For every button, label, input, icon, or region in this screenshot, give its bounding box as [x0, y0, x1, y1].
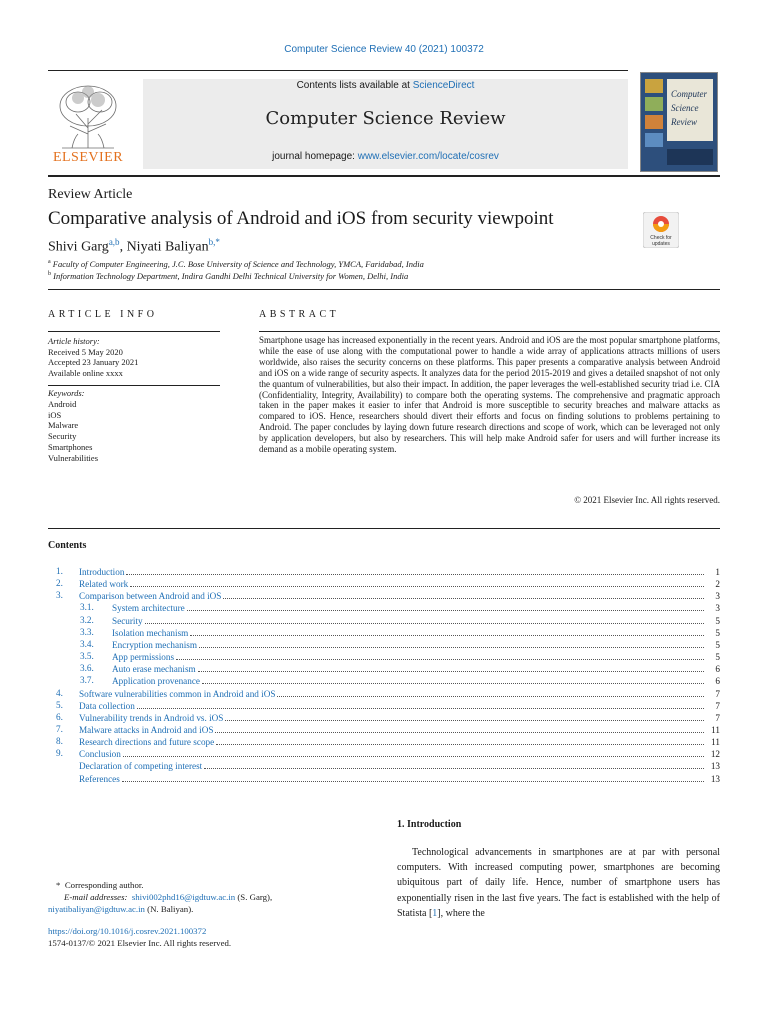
header-divider: [48, 175, 720, 177]
keywords-label: Keywords:: [48, 388, 85, 398]
crossmark-label-1: Check for: [650, 235, 672, 241]
toc-line: [79, 700, 720, 711]
toc-page-number: 12: [710, 749, 720, 760]
accepted-date: Accepted 23 January 2021: [48, 357, 139, 367]
toc-leader-dots: [204, 760, 704, 769]
cover-title-3: Review: [671, 117, 697, 127]
toc-number: 9.: [56, 748, 63, 759]
abstract-divider: [259, 331, 720, 332]
toc-entry[interactable]: [48, 688, 720, 700]
toc-line: [112, 663, 720, 674]
author-affiliation-marker[interactable]: a,b: [108, 237, 120, 247]
toc-line: [79, 566, 720, 577]
toc-title[interactable]: Malware attacks in Android and iOS: [79, 724, 214, 735]
affiliation-text: Information Technology Department, Indira Gandhi Delhi Technical University for Women, Delhi, India: [53, 271, 409, 281]
toc-leader-dots: [199, 639, 704, 648]
toc-title[interactable]: App permissions: [112, 652, 175, 663]
toc-entry[interactable]: [48, 748, 720, 760]
toc-leader-dots: [145, 615, 704, 624]
contents-prefix: Contents lists available at: [296, 80, 413, 91]
toc-leader-dots: [126, 566, 704, 575]
footnote-text: Corresponding author.: [64, 880, 144, 890]
toc-line: [79, 712, 720, 723]
toc-page-number: 5: [715, 639, 720, 650]
toc-title[interactable]: Data collection: [79, 700, 135, 711]
keyword: Smartphones: [48, 441, 93, 452]
history-label: Article history:: [48, 336, 100, 346]
info-divider: [48, 385, 220, 386]
toc-title[interactable]: Vulnerability trends in Android vs. iOS: [79, 712, 224, 723]
toc-entry[interactable]: [48, 602, 720, 614]
toc-page-number: 1: [715, 567, 720, 577]
toc-entry[interactable]: [48, 736, 720, 748]
intro-text-post: ], where the: [437, 907, 485, 919]
toc-leader-dots: [198, 663, 704, 672]
toc-title[interactable]: Auto erase mechanism: [112, 664, 196, 675]
article-type: Review Article: [48, 187, 133, 202]
toc-number: 3.7.: [80, 675, 94, 686]
author-name: Niyati Baliyan: [126, 239, 209, 255]
affiliation-marker: b: [48, 271, 51, 278]
online-date: Available online xxxx: [48, 367, 123, 378]
toc-entry[interactable]: [48, 627, 720, 639]
toc-leader-dots: [277, 688, 704, 697]
toc-entry[interactable]: [48, 675, 720, 687]
cover-title-1: Computer: [671, 89, 707, 99]
toc-line: [79, 590, 720, 601]
received-date: Received 5 May 2020: [48, 346, 123, 357]
toc-leader-dots: [190, 627, 704, 636]
email-owner: (S. Garg),: [235, 892, 273, 902]
affiliation-text: Faculty of Computer Engineering, J.C. Bose University of Science and Technology, YMCA, Faridabad, India: [52, 259, 424, 269]
section-heading-introduction: 1. Introduction: [397, 819, 462, 830]
toc-page-number: 11: [711, 724, 720, 735]
toc-entry[interactable]: [48, 663, 720, 675]
toc-number: 3.: [56, 590, 63, 601]
toc-title[interactable]: Software vulnerabilities common in Android and iOS: [79, 688, 276, 699]
toc-page-number: 11: [711, 737, 720, 748]
section-divider: [48, 289, 720, 290]
toc-title[interactable]: Application provenance: [112, 676, 201, 687]
keyword: Malware: [48, 420, 79, 431]
toc-leader-dots: [122, 773, 704, 782]
toc-number: 3.4.: [80, 638, 94, 649]
toc-line: [79, 724, 720, 735]
toc-entry[interactable]: [48, 760, 720, 772]
keyword: Android: [48, 398, 77, 409]
abstract-copyright: © 2021 Elsevier Inc. All rights reserved.: [574, 495, 720, 505]
journal-reference-link[interactable]: Computer Science Review 40 (2021) 100372: [284, 44, 484, 55]
footnote-mark: *: [56, 880, 61, 890]
toc-leader-dots: [123, 748, 704, 757]
toc-line: [79, 748, 720, 759]
toc-title[interactable]: Introduction: [79, 567, 125, 577]
toc-line: [112, 675, 720, 686]
toc-line: [79, 760, 720, 771]
toc-page-number: 5: [715, 615, 720, 626]
toc-title[interactable]: Comparison between Android and iOS: [79, 591, 222, 602]
toc-title[interactable]: Isolation mechanism: [112, 627, 189, 638]
toc-title[interactable]: Related work: [79, 579, 129, 590]
toc-number: 3.2.: [80, 614, 94, 625]
toc-page-number: 13: [710, 773, 720, 784]
keywords-block: [48, 388, 220, 464]
toc-number: 4.: [56, 687, 63, 698]
toc-page-number: 7: [715, 688, 720, 699]
email-footnote-line2: [48, 904, 193, 914]
toc-leader-dots: [216, 736, 704, 745]
toc-line: [79, 736, 720, 747]
toc-page-number: 3: [715, 591, 720, 602]
toc-leader-dots: [176, 651, 704, 660]
keyword: iOS: [48, 409, 62, 420]
journal-name: Computer Science Review: [265, 108, 506, 129]
article-title: Comparative analysis of Android and iOS from security viewpoint: [48, 208, 554, 229]
toc-line: [79, 688, 720, 699]
toc-number: 8.: [56, 736, 63, 747]
email-label: E-mail addresses:: [64, 892, 128, 902]
journal-homepage: [143, 151, 628, 162]
toc-entry[interactable]: [48, 566, 720, 578]
toc-page-number: 7: [715, 700, 720, 711]
abstract-text: Smartphone usage has increased exponentially in the recent years. Android and iOS are the most popular smartphone platforms, while the ease of use along with the computational power to handle a wide array of applications attracts millions of users worldwide, also raises the security concerns on these platforms. This paper presents a comparative analysis between Android and iOS on a wide range of security aspects. It analyzes data for the period 2015-2019 and gives a detailed snapshot of not only the quantum of vulnerabilities, but also their impact. In addition, the paper leverages the well-established security triad i.e. CIA (Confidentiality, Integrity, Availability) to compare both the operating systems. The comprehensive and pragmatic approach taken in the paper makes it easier to infer that Android is more susceptible to security breaches and malware attacks as compared to iOS. Hence, researchers should divert their efforts and focus on finding solutions to problems pertaining to Android. The paper concludes by laying down future research directions and scope of work, which can be leveraged not only by application developers, but also by researchers. This will help make Android safer for users and will further increase its demand as a mobile operating system.: [259, 335, 720, 455]
toc-number: 3.1.: [80, 602, 94, 613]
toc-number: 3.5.: [80, 651, 94, 662]
toc-line: [112, 627, 720, 638]
toc-line: [112, 651, 720, 662]
toc-number: 3.6.: [80, 663, 94, 674]
toc-entry[interactable]: [48, 578, 720, 590]
email-link[interactable]: shivi002phd16@igdtuw.ac.in: [131, 892, 236, 902]
corresponding-author-note: [56, 880, 144, 890]
contents-heading: Contents: [48, 540, 87, 551]
affiliation-b: [48, 271, 408, 281]
article-history: [48, 336, 220, 378]
elsevier-wordmark: ELSEVIER: [52, 150, 124, 165]
toc-title[interactable]: Declaration of competing interest: [79, 761, 203, 772]
header-rule: [48, 70, 628, 71]
toc-page-number: 5: [715, 627, 720, 638]
abstract-heading: ABSTRACT: [259, 309, 340, 320]
toc-number: 1.: [56, 566, 63, 576]
doi-link[interactable]: https://doi.org/10.1016/j.cosrev.2021.100372: [48, 926, 207, 936]
toc-number: 7.: [56, 723, 63, 734]
email-link[interactable]: niyatibaliyan@igdtuw.ac.in: [48, 904, 145, 914]
toc-leader-dots: [187, 602, 704, 611]
toc-entry[interactable]: [48, 590, 720, 602]
section-divider: [48, 528, 720, 529]
author-list: [48, 237, 220, 256]
toc-page-number: 3: [715, 603, 720, 614]
toc-page-number: 2: [715, 579, 720, 590]
email-owner: (N. Baliyan).: [144, 904, 194, 914]
info-divider: [48, 331, 220, 332]
toc-page-number: 6: [715, 676, 720, 687]
sciencedirect-link[interactable]: ScienceDirect: [412, 80, 475, 91]
toc-leader-dots: [223, 590, 704, 599]
author-separator: ,: [119, 239, 127, 255]
toc-page-number: 13: [710, 761, 720, 772]
toc-entry[interactable]: [48, 615, 720, 627]
introduction-paragraph: [397, 845, 720, 921]
toc-title[interactable]: System architecture: [112, 603, 185, 614]
toc-title[interactable]: References: [79, 773, 120, 784]
toc-title[interactable]: Security: [112, 615, 143, 626]
affiliation-a: [48, 259, 424, 269]
keyword: Security: [48, 431, 77, 442]
author-name: Shivi Garg: [48, 239, 109, 255]
toc-page-number: 5: [715, 652, 720, 663]
journal-cover-image: [640, 72, 718, 172]
toc-leader-dots: [215, 724, 704, 733]
toc-number: 6.: [56, 711, 63, 722]
toc-page-number: 6: [715, 664, 720, 675]
crossmark-icon: [643, 212, 679, 248]
toc-entry[interactable]: [48, 639, 720, 651]
article-info-heading: ARTICLE INFO: [48, 309, 158, 320]
citation-link[interactable]: 1: [432, 907, 438, 919]
toc-line: [112, 639, 720, 650]
contents-availability: [143, 80, 628, 91]
toc-page-number: 7: [715, 712, 720, 723]
toc-title[interactable]: Conclusion: [79, 749, 121, 760]
toc-title[interactable]: Encryption mechanism: [112, 639, 197, 650]
toc-entry[interactable]: [48, 700, 720, 712]
toc-line: [79, 578, 720, 589]
email-footnote: [64, 892, 272, 902]
toc-leader-dots: [225, 712, 704, 721]
cover-art: [641, 73, 717, 171]
keyword: Vulnerabilities: [48, 452, 99, 463]
toc-entry[interactable]: [48, 712, 720, 724]
homepage-prefix: journal homepage:: [272, 151, 358, 162]
toc-line: [112, 602, 720, 613]
toc-entry[interactable]: [48, 773, 720, 785]
issn-copyright: 1574-0137/© 2021 Elsevier Inc. All rights reserved.: [48, 938, 232, 948]
affiliation-marker: a: [48, 259, 51, 266]
toc-line: [112, 615, 720, 626]
toc-line: [79, 773, 720, 784]
author-affiliation-marker[interactable]: b,*: [208, 237, 220, 247]
toc-leader-dots: [137, 700, 704, 709]
crossmark-label-2: updates: [652, 241, 670, 247]
toc-number: 5.: [56, 699, 63, 710]
cover-title-2: Science: [671, 103, 699, 113]
toc-entry[interactable]: [48, 724, 720, 736]
toc-entry[interactable]: [48, 651, 720, 663]
check-for-updates-button[interactable]: [643, 212, 679, 248]
homepage-link[interactable]: www.elsevier.com/locate/cosrev: [357, 151, 499, 162]
toc-leader-dots: [202, 675, 704, 684]
toc-title[interactable]: Research directions and future scope: [79, 737, 215, 748]
intro-text-pre: Technological advancements in smartphones are at par with personal computers. With increased computing power, smartphones are becoming ubiquitous part of daily life. Hence, number of smartphone users has exponentially risen in the last five years. The fact is established with the help of Statista [: [397, 847, 720, 919]
toc-number: 2.: [56, 578, 63, 589]
toc-leader-dots: [130, 578, 704, 587]
toc-number: 3.3.: [80, 626, 94, 637]
